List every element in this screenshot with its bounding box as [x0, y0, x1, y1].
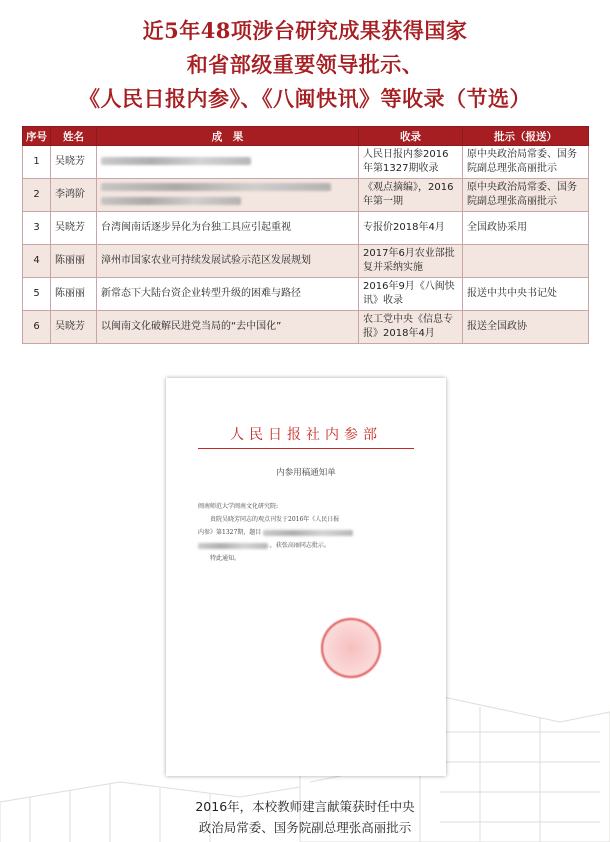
cell-no: 6	[23, 311, 51, 344]
letter-header: 人民日报社内参部	[230, 427, 382, 443]
caption-line-2: 政治局常委、国务院副总理张高丽批示	[198, 820, 412, 835]
table-header-row	[23, 127, 589, 146]
letter-closing: 特此通知。	[210, 555, 241, 562]
cell-result-redacted	[97, 179, 359, 212]
cell-no: 3	[23, 212, 51, 245]
title-line-2: 和省部级重要领导批示、	[186, 52, 424, 77]
letter-body	[198, 500, 422, 565]
table-row	[23, 179, 589, 212]
redacted-text	[101, 157, 251, 165]
redacted-text	[263, 530, 353, 536]
cell-approval: 报送中共中央书记处	[463, 278, 589, 311]
cell-record: 2017年6月农业部批复并采纳实施	[359, 245, 463, 278]
image-caption	[0, 796, 610, 838]
cell-record: 人民日报内参2016年第1327期收录	[359, 146, 463, 179]
cell-approval: 原中央政治局常委、国务院副总理张高丽批示	[463, 146, 589, 179]
header-approval: 批示（报送）	[463, 127, 589, 146]
cell-record: 农工党中央《信息专报》2018年4月	[359, 311, 463, 344]
letter-body-line-1: 贵院吴晓芳同志的观点刊发于2016年《人民日报	[210, 516, 340, 523]
cell-approval: 全国政协采用	[463, 212, 589, 245]
cell-name: 李鸿阶	[51, 179, 97, 212]
table-row	[23, 212, 589, 245]
cell-record: 专报价2018年4月	[359, 212, 463, 245]
cell-name: 陈丽丽	[51, 278, 97, 311]
cell-name: 吴晓芳	[51, 146, 97, 179]
letter-addressee: 闽南师范大学闽南文化研究院:	[198, 503, 279, 510]
cell-name: 吴晓芳	[51, 311, 97, 344]
redacted-text	[101, 183, 331, 191]
cell-no: 5	[23, 278, 51, 311]
cell-record: 《观点摘编》，2016年第一期	[359, 179, 463, 212]
cell-approval: 报送全国政协	[463, 311, 589, 344]
cell-no: 2	[23, 179, 51, 212]
table-row	[23, 146, 589, 179]
notice-letter-image	[166, 378, 446, 776]
title-line-3: 《人民日报内参》、《八闽快讯》等收录（节选）	[79, 86, 531, 111]
redacted-text	[101, 197, 241, 205]
cell-result: 以闽南文化破解民进党当局的“去中国化”	[97, 311, 359, 344]
caption-line-1: 2016年，本校教师建言献策获时任中央	[195, 799, 415, 814]
header-result: 成 果	[97, 127, 359, 146]
cell-result: 漳州市国家农业可持续发展试验示范区发展规划	[97, 245, 359, 278]
cell-approval	[463, 245, 589, 278]
official-seal-icon	[321, 618, 381, 678]
title-line-1: 近5年48项涉台研究成果获得国家	[142, 18, 468, 43]
results-table	[22, 126, 589, 344]
header-no: 序号	[23, 127, 51, 146]
letter-body-line-2: 内参》第1327期，题目	[198, 526, 422, 539]
cell-no: 4	[23, 245, 51, 278]
cell-name: 吴晓芳	[51, 212, 97, 245]
letter-divider	[198, 448, 414, 449]
table-row	[23, 278, 589, 311]
cell-record: 2016年9月《八闽快讯》收录	[359, 278, 463, 311]
letter-subtitle: 内参用稿通知单	[276, 468, 336, 478]
cell-result: 台湾闽南话逐步异化为台独工具应引起重视	[97, 212, 359, 245]
cell-no: 1	[23, 146, 51, 179]
header-name: 姓名	[51, 127, 97, 146]
redacted-text	[198, 543, 268, 549]
cell-approval: 原中央政治局常委、国务院副总理张高丽批示	[463, 179, 589, 212]
cell-result-redacted	[97, 146, 359, 179]
header-record: 收录	[359, 127, 463, 146]
letter-body-line-3: ，获张高丽同志批示。	[198, 539, 422, 552]
table-row	[23, 245, 589, 278]
page-title	[0, 14, 610, 116]
cell-name: 陈丽丽	[51, 245, 97, 278]
cell-result: 新常态下大陆台资企业转型升级的困难与路径	[97, 278, 359, 311]
table-row	[23, 311, 589, 344]
